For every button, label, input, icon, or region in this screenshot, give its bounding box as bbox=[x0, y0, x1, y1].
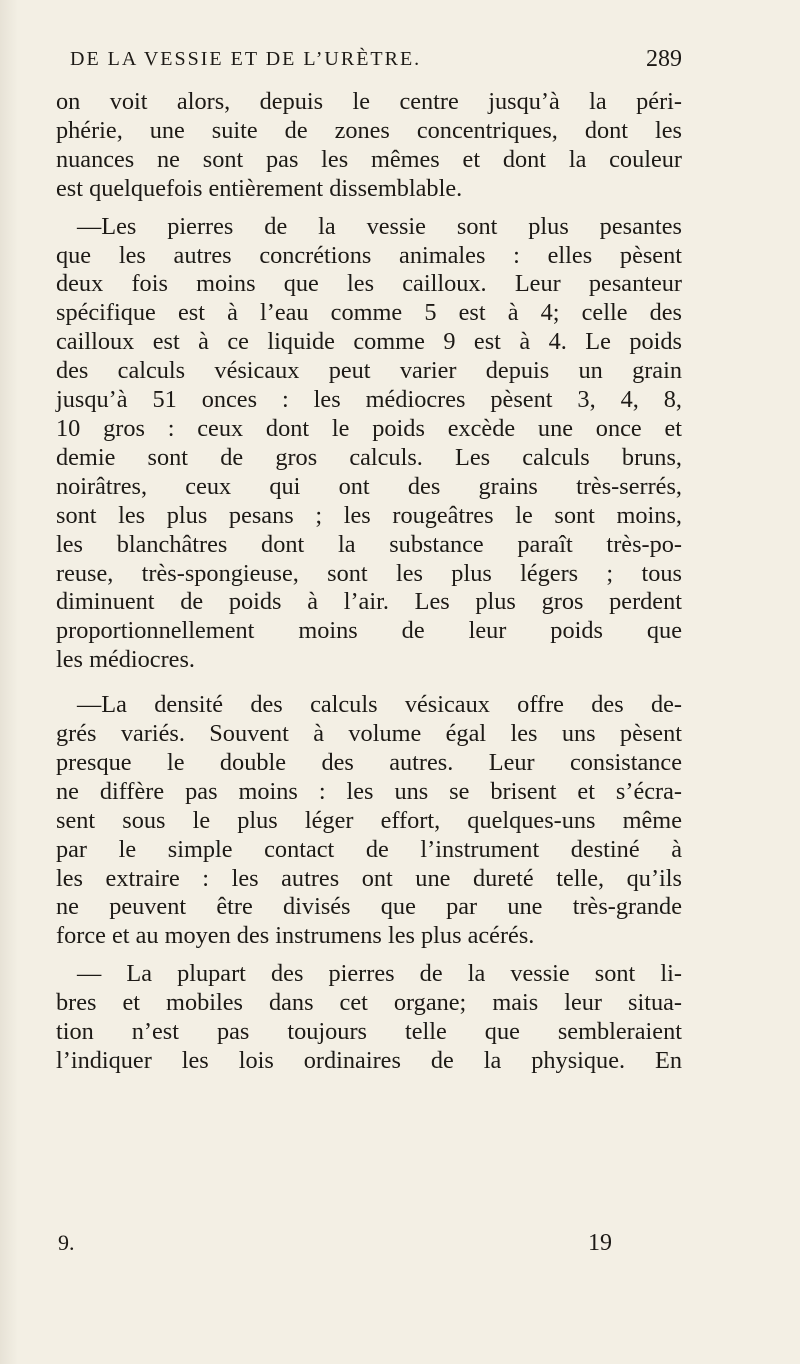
text-line: tion n’est pas toujours telle que sembleraient bbox=[56, 1018, 682, 1046]
running-header bbox=[70, 42, 682, 82]
text-line: demie sont de gros calculs. Les calculs bruns, bbox=[56, 443, 682, 471]
page-footer bbox=[56, 1230, 682, 1264]
text-line: deux fois moins que les cailloux. Leur pesanteur bbox=[56, 270, 682, 298]
text-line: est quelquefois entièrement dissemblable. bbox=[56, 174, 463, 202]
paragraph bbox=[56, 213, 682, 676]
text-line: proportionnellement moins de leur poids que bbox=[56, 617, 682, 645]
text-line: presque le double des autres. Leur consistance bbox=[56, 748, 682, 776]
text-line: cailloux est à ce liquide comme 9 est à 4. Le poids bbox=[56, 328, 682, 356]
text-line: force et au moyen des instrumens les plus acérés. bbox=[56, 922, 535, 950]
signature-mark: 9. bbox=[58, 1230, 75, 1255]
paragraph bbox=[56, 691, 682, 951]
text-line: l’indiquer les lois ordinaires de la physique. En bbox=[56, 1047, 682, 1074]
text-line: nuances ne sont pas les mêmes et dont la couleur bbox=[56, 145, 682, 173]
text-line: sent sous le plus léger effort, quelques-uns même bbox=[56, 806, 682, 834]
text-line: on voit alors, depuis le centre jusqu’à la péri- bbox=[56, 88, 682, 115]
text-line: les blanchâtres dont la substance paraît très-po- bbox=[56, 530, 682, 558]
text-line: jusqu’à 51 onces : les médiocres pèsent 3, 4, 8, bbox=[56, 386, 682, 414]
text-line: par le simple contact de l’instrument destiné à bbox=[56, 835, 682, 863]
running-title: DE LA VESSIE ET DE L’URÈTRE. bbox=[70, 48, 422, 70]
text-line: ne diffère pas moins : les uns se brisent et s’écra- bbox=[56, 777, 682, 805]
text-line: — La plupart des pierres de la vessie sont li- bbox=[77, 960, 682, 988]
text-line: spécifique est à l’eau comme 5 est à 4; celle des bbox=[56, 299, 682, 327]
text-line: que les autres concrétions animales : elles pèsent bbox=[56, 241, 682, 269]
paragraph bbox=[56, 88, 682, 204]
text-line: diminuent de poids à l’air. Les plus gros perdent bbox=[56, 588, 682, 616]
text-line: les médiocres. bbox=[56, 646, 195, 674]
text-line: bres et mobiles dans cet organe; mais leur situa- bbox=[56, 989, 682, 1017]
catchword: 19 bbox=[588, 1230, 612, 1256]
page-body bbox=[56, 88, 682, 1076]
paragraph bbox=[56, 960, 682, 1076]
page-number: 289 bbox=[646, 46, 682, 72]
text-line: grés variés. Souvent à volume égal les uns pèsent bbox=[56, 720, 682, 748]
text-line: sont les plus pesans ; les rougeâtres le sont moins, bbox=[56, 501, 682, 529]
text-line: reuse, très-spongieuse, sont les plus légers ; tous bbox=[56, 559, 682, 587]
text-line: —Les pierres de la vessie sont plus pesantes bbox=[77, 212, 682, 240]
text-line: —La densité des calculs vésicaux offre des de- bbox=[77, 691, 682, 719]
text-line: noirâtres, ceux qui ont des grains très-serrés, bbox=[56, 472, 682, 500]
text-line: des calculs vésicaux peut varier depuis un grain bbox=[56, 357, 682, 385]
text-line: phérie, une suite de zones concentriques, dont les bbox=[56, 116, 682, 144]
text-line: ne peuvent être divisés que par une très-grande bbox=[56, 893, 682, 921]
text-line: 10 gros : ceux dont le poids excède une once et bbox=[56, 414, 682, 442]
text-line: les extraire : les autres ont une dureté telle, qu’ils bbox=[56, 864, 682, 892]
